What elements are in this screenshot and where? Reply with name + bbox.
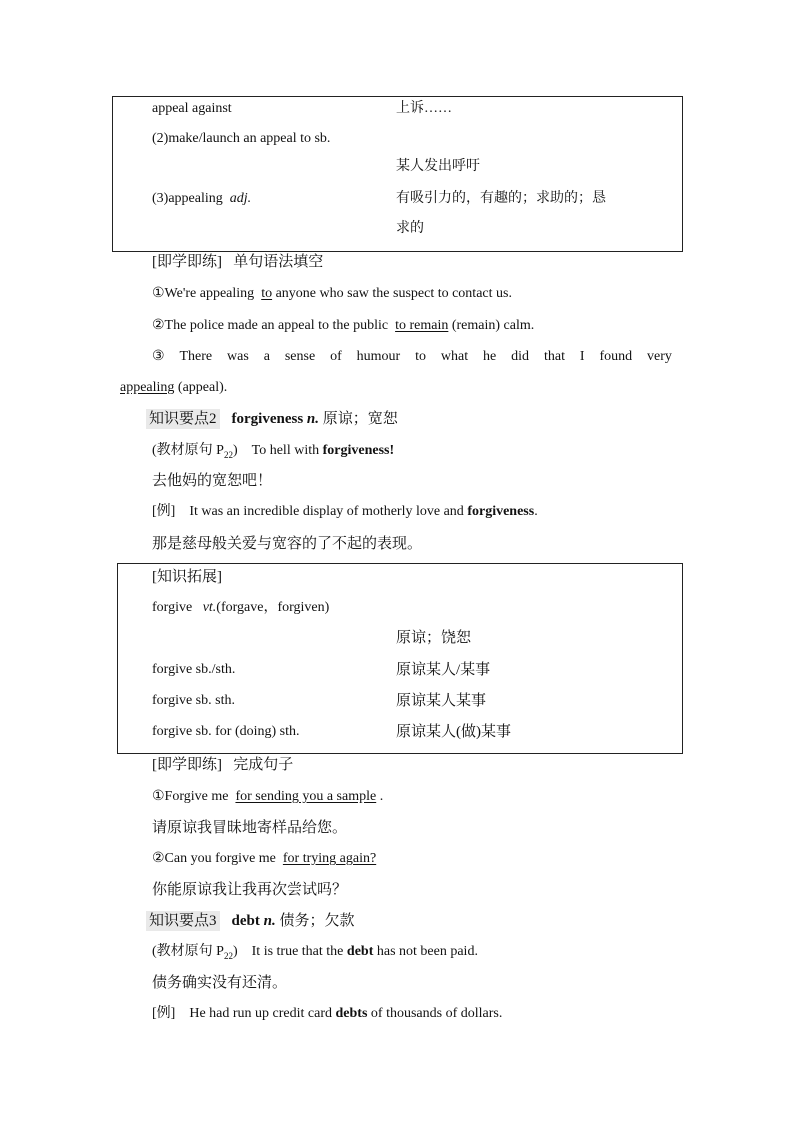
box1-row5-right: 求的 [396,221,424,236]
box2-title: [知识拓展] [152,569,222,585]
point3-ex-bold: debts [335,1006,368,1021]
practice1-q2-b: (remain) calm. [451,318,535,333]
box2-row1-right: 原谅某人/某事 [396,662,491,678]
practice2-q1 [152,787,383,807]
practice1-q1-b: anyone who saw the suspect to contact us. [275,286,512,301]
practice2-q2-a: ②Can you forgive me [152,851,276,866]
practice1-q3-w5: of [330,349,342,364]
box1-row4-word: (3)appealing [152,191,223,206]
practice2-heading [152,755,293,775]
box1-row4-pos: adj. [229,191,252,206]
point2-ex-end: . [534,504,538,519]
practice1-q3-w1: There [179,349,213,364]
point3-source-cn: 债务确实没有还清。 [152,975,288,991]
point3-source-b: has not been paid. [376,944,478,959]
practice1-q3-w11: that [543,349,565,364]
point3-ex-a: He had run up credit card [189,1006,332,1021]
point3-source-sub: 22 [223,950,233,961]
point3-ex-b: of thousands of dollars. [370,1006,503,1021]
point2-ex-text: It was an incredible display of motherly love and [189,504,464,519]
practice1-q3-w2: was [227,349,249,364]
point2-source-text: To hell with [251,443,320,458]
point2-ex-cn: 那是慈母般关爱与宽容的了不起的表现。 [152,536,423,552]
point3-tag: 知识要点3 [146,911,220,931]
point3-source-a: It is true that the [251,944,344,959]
practice1-heading [152,252,323,272]
box1-row3-right: 某人发出呼吁 [396,159,480,174]
practice2-q2 [152,849,376,869]
point3-meaning: 债务；欠款 [279,913,355,929]
practice1-q3 [120,347,672,367]
point2-source-sub: 22 [223,449,233,460]
practice2-q1-cn: 请原谅我冒昧地寄样品给您。 [152,820,348,836]
point2-source-close: ) [232,443,238,458]
point3-heading [146,911,354,931]
point3-word: debt [231,913,260,929]
point3-source [152,942,478,966]
box2-head [152,598,329,618]
point2-ex-label: [例] [152,504,176,519]
practice2-q2-answer: for trying again? [282,851,377,866]
practice1-q3-w4: sense [284,349,316,364]
point2-example [152,502,538,522]
point3-pos: n. [263,913,276,929]
box2-row1-left: forgive sb./sth. [152,662,236,677]
point3-source-page: P [216,944,224,959]
point3-source-bold: debt [346,944,374,959]
point2-source [152,441,394,465]
point3-example [152,1004,502,1024]
practice1-heading-text: 单句语法填空 [233,254,324,270]
box2-head-cn: 原谅；饶恕 [396,630,472,646]
box1-row1-right: 上诉…… [396,101,452,116]
practice1-q2 [152,316,534,336]
practice1-q3-b: (appeal). [177,380,228,395]
point3-ex-label: [例] [152,1006,176,1021]
practice1-q3-w14: very [647,349,672,364]
point3-source-close: ) [232,944,238,959]
practice1-q1-answer: to [261,286,273,301]
practice1-q3-answer: appealing [120,380,175,395]
practice1-q3-w6: humour [356,349,401,364]
point2-meaning: 原谅；宽恕 [322,411,398,427]
practice1-heading-bracket: [即学即练] [152,254,222,270]
box1-row4-right: 有吸引力的，有趣的；求助的；恳 [396,191,606,206]
box2-row3-left: forgive sb. for (doing) sth. [152,724,300,739]
point2-word: forgiveness [231,411,304,427]
box1-row4-left [152,189,251,209]
practice1-q3-w10: did [511,349,530,364]
practice1-q1 [152,284,512,304]
practice1-q3-w3: a [263,349,270,364]
practice1-q1-a: ①We're appealing [152,286,255,301]
practice1-q3-w12: I [579,349,585,364]
point2-tag: 知识要点2 [146,409,220,429]
point2-pos: n. [306,411,320,427]
box2-row2-left: forgive sb. sth. [152,693,235,708]
point2-ex-bold: forgiveness [467,504,535,519]
practice1-q3-w13: found [599,349,633,364]
practice2-q1-b: . [379,789,384,804]
practice1-q3-w7: to [415,349,427,364]
practice1-q2-a: ②The police made an appeal to the public [152,318,389,333]
box2-head-pos: vt. [202,600,217,615]
box2-head-word: forgive [152,600,193,615]
practice1-q3-cont [120,378,227,398]
practice2-q2-cn: 你能原谅我让我再次尝试吗？ [152,882,348,898]
practice2-q1-a: ①Forgive me [152,789,229,804]
point2-source-cn: 去他妈的宽恕吧！ [152,473,273,489]
practice1-q3-w9: he [483,349,497,364]
practice1-q3-w0: ③ [152,349,165,364]
practice1-q2-answer: to remain [395,318,449,333]
box2-head-forms: (forgave，forgiven) [216,600,330,615]
box2-row2-right: 原谅某人某事 [396,693,487,709]
practice2-q1-answer: for sending you a sample [235,789,377,804]
point2-source-bold: forgiveness! [322,443,395,458]
point2-source-label: (教材原句 [152,443,213,458]
practice2-heading-bracket: [即学即练] [152,757,222,773]
practice1-q3-w8: what [440,349,469,364]
point3-source-label: (教材原句 [152,944,213,959]
point2-heading [146,409,398,429]
box1-row2-left: (2)make/launch an appeal to sb. [152,131,331,146]
point2-source-page: P [216,443,224,458]
practice2-heading-text: 完成句子 [233,757,294,773]
box1-row1-left: appeal against [152,101,232,116]
box2-row3-right: 原谅某人(做)某事 [396,724,511,740]
